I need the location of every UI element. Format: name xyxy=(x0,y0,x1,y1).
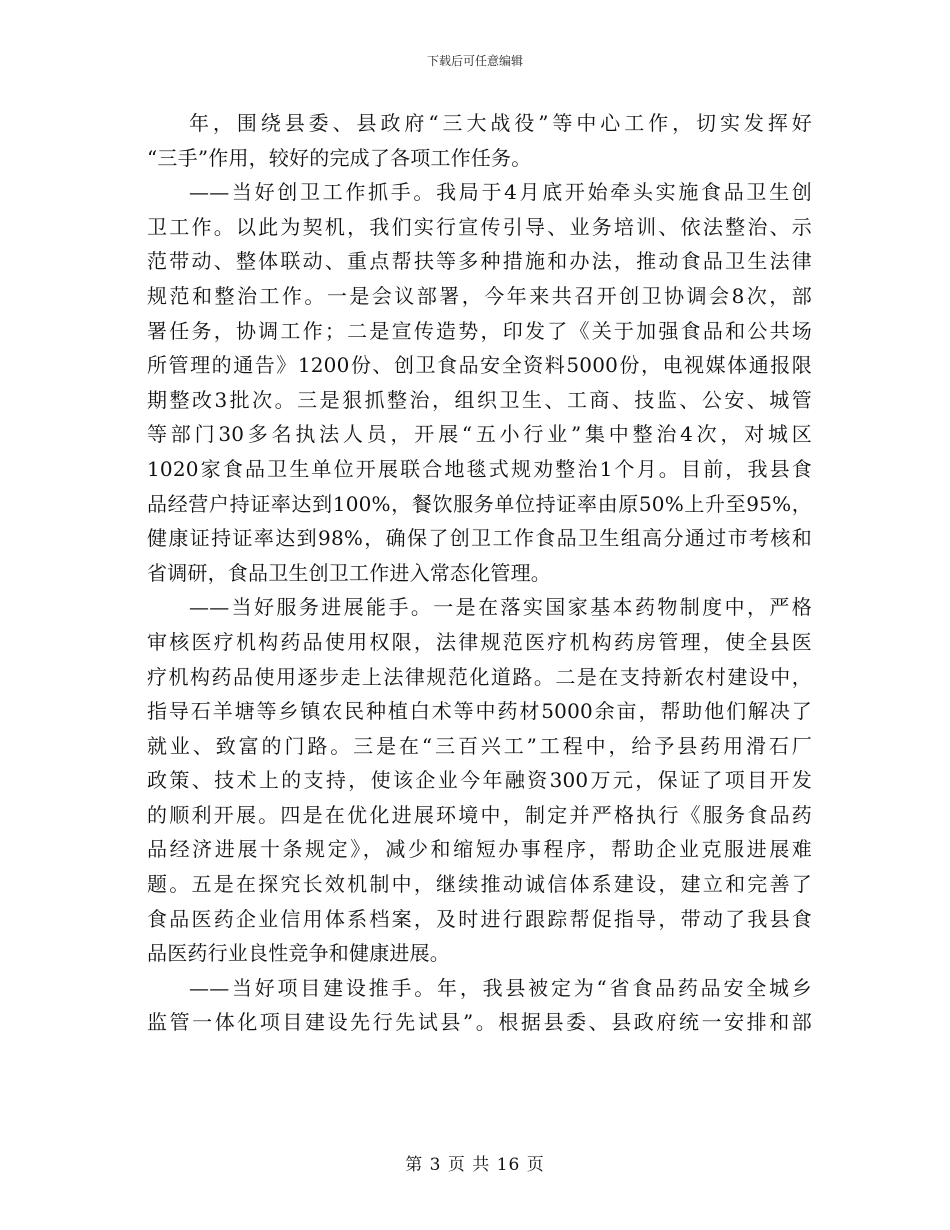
text-line: 品医药行业良性竞争和健康进展。 xyxy=(147,941,450,966)
text-line: ——当好项目建设推手。年，我县被定为“省食品药品安全城乡 xyxy=(189,975,812,1000)
paragraph-intro xyxy=(147,106,812,175)
text-line: 范带动、整体联动、重点帮扶等多种措施和办法，推动食品卫生法律 xyxy=(147,249,812,274)
text-line: 省调研，食品卫生创卫工作进入常态化管理。 xyxy=(147,560,551,585)
text-line: 审核医疗机构药品使用权限，法律规范医疗机构药房管理，使全县医 xyxy=(147,629,812,654)
text-line: 食品医药企业信用体系档案，及时进行跟踪帮促指导，带动了我县食 xyxy=(147,906,812,931)
page-header: 下载后可任意编辑 xyxy=(426,54,523,68)
text-line: 等部门30多名执法人员，开展“五小行业”集中整治4次，对城区 xyxy=(147,422,812,447)
text-line: 署任务，协调工作；二是宣传造势，印发了《关于加强食品和公共场 xyxy=(147,318,812,343)
text-line: 品经营户持证率达到100%，餐饮服务单位持证率由原50%上升至95%， xyxy=(147,491,812,516)
text-line: 规范和整治工作。一是会议部署，今年来共召开创卫协调会8次，部 xyxy=(147,283,812,308)
document-body xyxy=(147,106,812,1040)
text-line: 品经济进展十条规定》，减少和缩短办事程序，帮助企业克服进展难 xyxy=(147,837,812,862)
text-line: “三手”作用，较好的完成了各项工作任务。 xyxy=(147,145,532,170)
paragraph-project xyxy=(147,971,812,1040)
paragraph-service xyxy=(147,590,812,971)
text-line: 疗机构药品使用逐步走上法律规范化道路。二是在支持新农村建设中， xyxy=(147,664,812,689)
text-line: 的顺利开展。四是在优化进展环境中，制定并严格执行《服务食品药 xyxy=(147,802,812,827)
text-line: 年，围绕县委、县政府“三大战役”等中心工作，切实发挥好 xyxy=(189,111,812,135)
text-line: 1020家食品卫生单位开展联合地毯式规劝整治1个月。目前，我县食 xyxy=(147,456,812,481)
text-line: 健康证持证率达到98%，确保了创卫工作食品卫生组高分通过市考核和 xyxy=(147,526,812,551)
text-line: 监管一体化项目建设先行先试县”。根据县委、县政府统一安排和部 xyxy=(147,1010,812,1035)
text-line: 期整改3批次。三是狠抓整治，组织卫生、工商、技监、公安、城管 xyxy=(147,387,812,412)
text-line: 所管理的通告》1200份、创卫食品安全资料5000份，电视媒体通报限 xyxy=(147,353,812,378)
text-line: ——当好服务进展能手。一是在落实国家基本药物制度中，严格 xyxy=(189,595,812,620)
text-line: 卫工作。以此为契机，我们实行宣传引导、业务培训、依法整治、示 xyxy=(147,214,812,239)
text-line: ——当好创卫工作抓手。我局于4月底开始牵头实施食品卫生创 xyxy=(189,180,812,205)
text-line: 题。五是在探究长效机制中，继续推动诚信体系建设，建立和完善了 xyxy=(147,872,812,897)
paragraph-sanitation xyxy=(147,175,812,590)
page-footer: 第 3 页 共 16 页 xyxy=(405,1155,545,1175)
text-line: 政策、技术上的支持，使该企业今年融资300万元，保证了项目开发 xyxy=(147,768,812,793)
text-line: 就业、致富的门路。三是在“三百兴工”工程中，给予县药用滑石厂 xyxy=(147,733,812,758)
text-line: 指导石羊塘等乡镇农民种植白术等中药材5000余亩，帮助他们解决了 xyxy=(147,699,812,724)
